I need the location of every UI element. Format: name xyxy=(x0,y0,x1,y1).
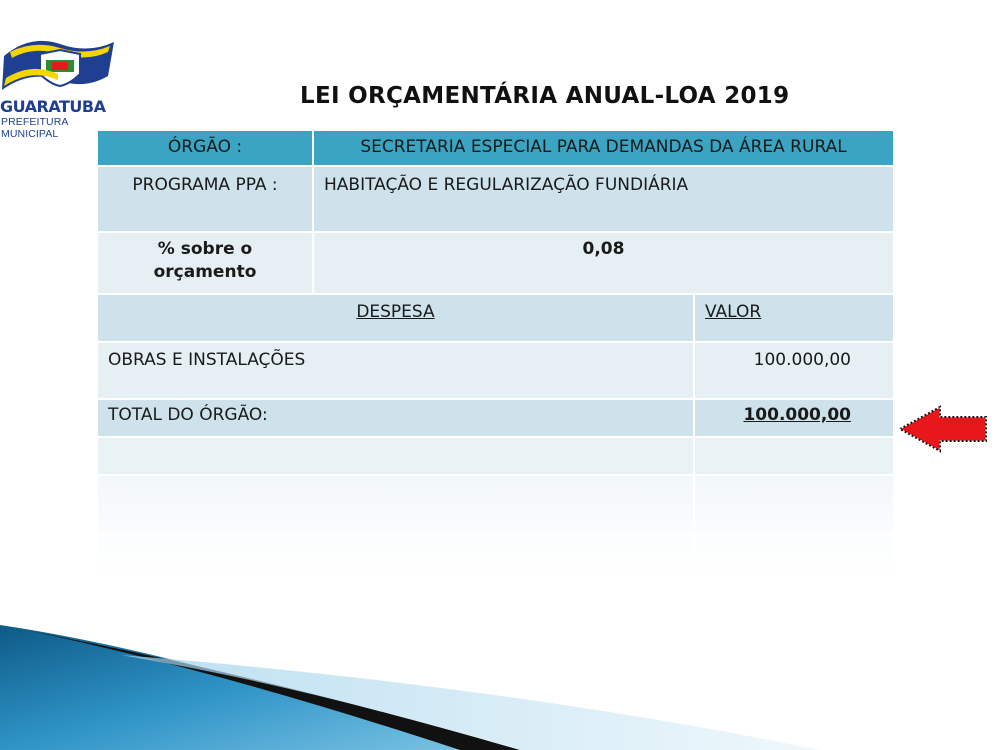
valor-header: VALOR xyxy=(695,295,893,343)
logo-name: GUARATUBA xyxy=(0,97,106,116)
despesa-header: DESPESA xyxy=(98,295,695,343)
empty-row xyxy=(98,536,893,584)
empty-cell xyxy=(695,476,893,536)
total-value: 100.000,00 xyxy=(695,400,893,438)
red-arrow-left-icon xyxy=(896,404,990,454)
despesa-cell: OBRAS E INSTALAÇÕES xyxy=(98,343,695,400)
valor-cell: 100.000,00 xyxy=(695,343,893,400)
page-title: LEI ORÇAMENTÁRIA ANUAL-LOA 2019 xyxy=(300,83,790,109)
empty-row xyxy=(98,476,893,536)
total-label: TOTAL DO ÓRGÃO: xyxy=(98,400,695,438)
programa-value: HABITAÇÃO E REGULARIZAÇÃO FUNDIÁRIA xyxy=(314,167,893,233)
despesa-header-row xyxy=(98,295,893,343)
programa-label: PROGRAMA PPA : xyxy=(98,167,314,233)
empty-row xyxy=(98,438,893,476)
percent-label: % sobre o orçamento xyxy=(98,233,314,295)
total-row xyxy=(98,400,893,438)
empty-cell xyxy=(98,476,695,536)
percent-row xyxy=(98,233,893,295)
decorative-swoosh xyxy=(0,625,1000,750)
city-flag-icon xyxy=(0,34,116,100)
table-row xyxy=(98,343,893,400)
budget-table xyxy=(98,131,893,584)
orgao-row xyxy=(98,131,893,167)
percent-value: 0,08 xyxy=(314,233,893,295)
orgao-label: ÓRGÃO : xyxy=(98,131,314,167)
logo-subtitle: PREFEITURA MUNICIPAL xyxy=(1,116,68,140)
empty-cell xyxy=(98,536,695,584)
programa-row xyxy=(98,167,893,233)
logo xyxy=(0,34,120,140)
orgao-value: SECRETARIA ESPECIAL PARA DEMANDAS DA ÁREA RURAL xyxy=(314,131,893,167)
empty-cell xyxy=(695,536,893,584)
empty-cell xyxy=(695,438,893,476)
empty-cell xyxy=(98,438,695,476)
